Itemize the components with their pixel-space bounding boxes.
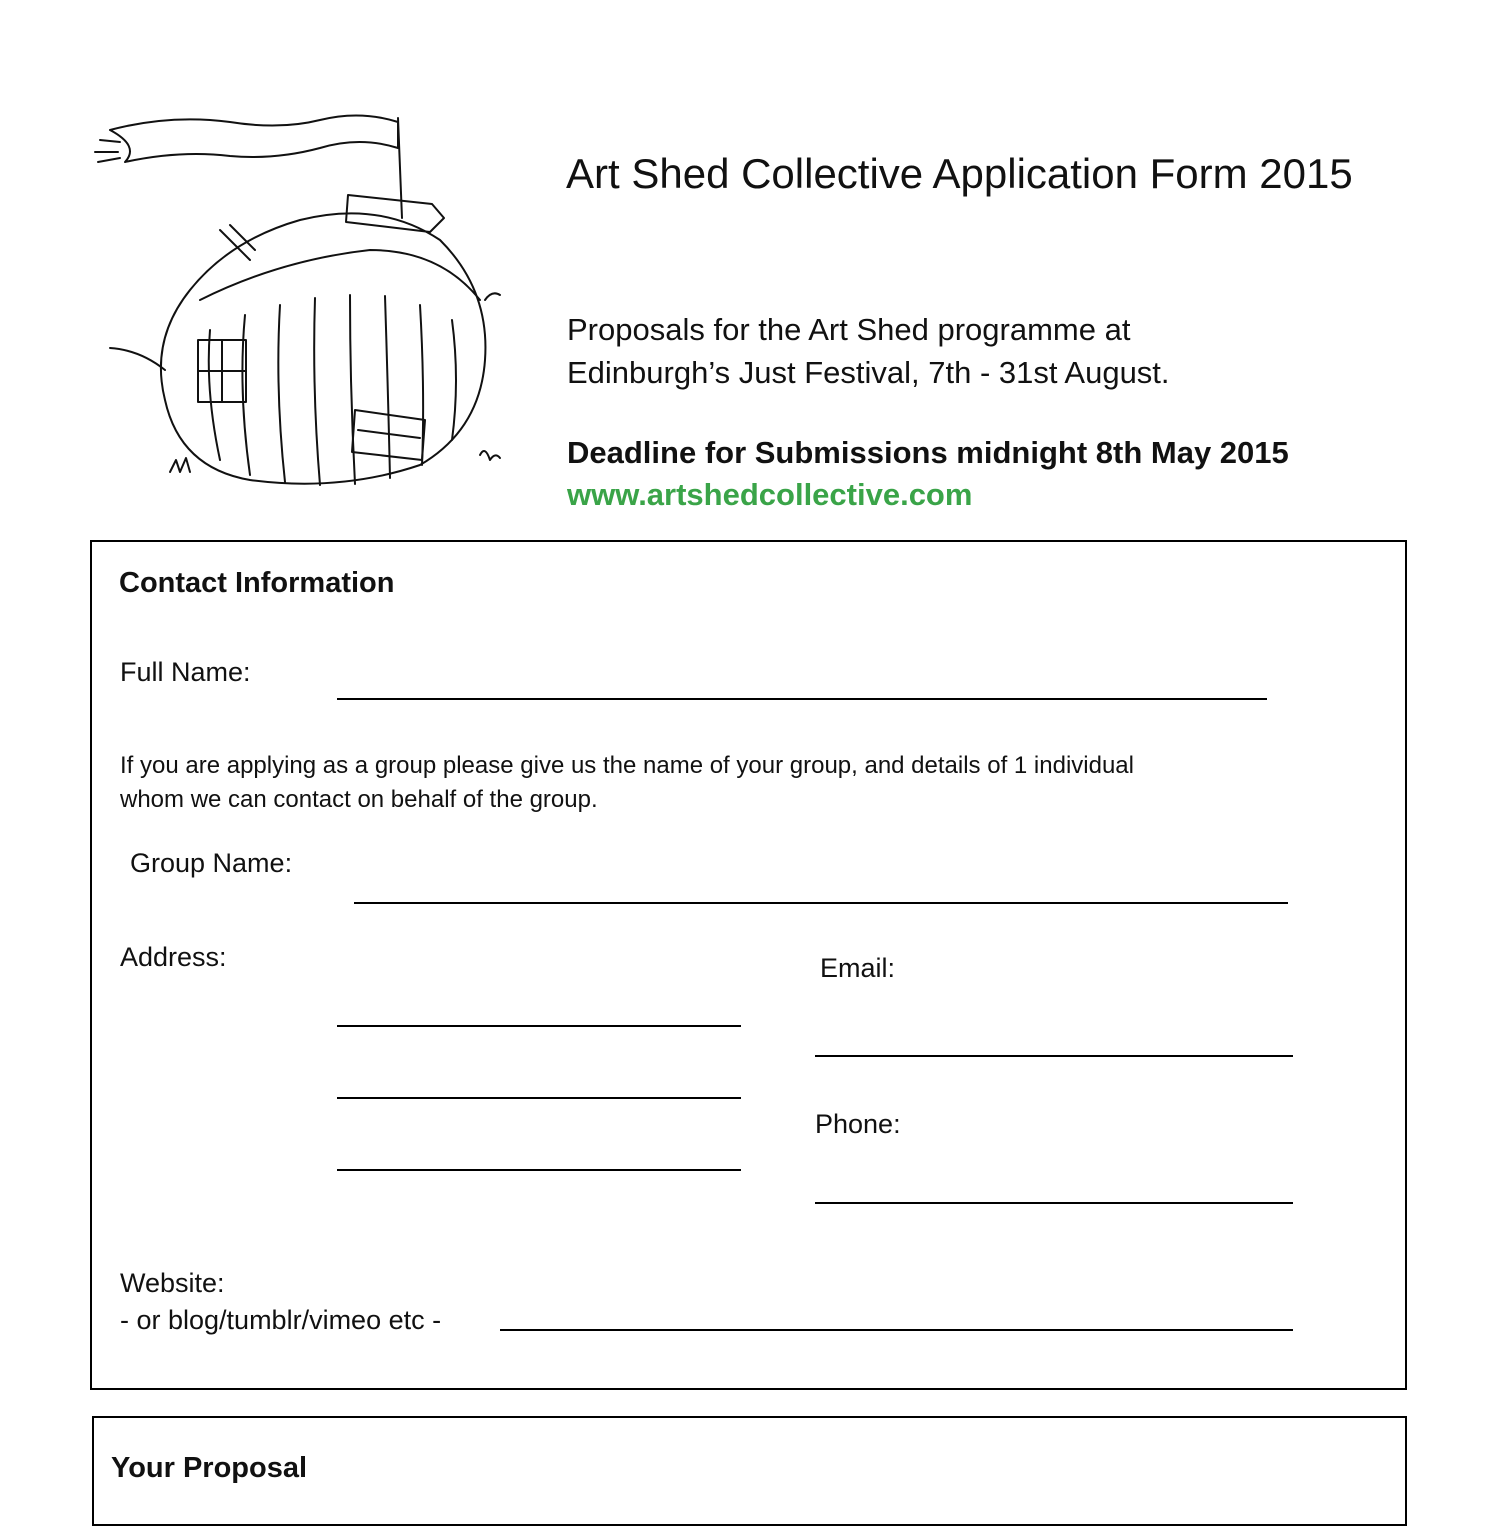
contact-heading: Contact Information (119, 567, 395, 599)
intro-line-1: Proposals for the Art Shed programme at (567, 312, 1131, 347)
intro-line-2: Edinburgh’s Just Festival, 7th - 31st August. (567, 355, 1170, 390)
website-label: Website: (120, 1268, 225, 1298)
website-field[interactable] (500, 1329, 1293, 1331)
phone-label: Phone: (815, 1109, 901, 1139)
group-note-line-1: If you are applying as a group please give us the name of your group, and details of 1 individual (120, 752, 1134, 779)
full-name-field[interactable] (337, 698, 1267, 700)
email-field[interactable] (815, 1055, 1293, 1057)
contact-information-section (90, 540, 1407, 1390)
page-title: Art Shed Collective Application Form 2015 (566, 150, 1353, 197)
group-note-line-2: whom we can contact on behalf of the group. (120, 786, 598, 813)
intro-text (567, 308, 1170, 394)
proposal-section (92, 1416, 1407, 1526)
website-sublabel: - or blog/tumblr/vimeo etc - (120, 1305, 442, 1335)
group-name-label: Group Name: (130, 848, 293, 878)
group-name-field[interactable] (354, 902, 1288, 904)
address-field-line-2[interactable] (337, 1097, 741, 1099)
full-name-label: Full Name: (120, 657, 251, 687)
email-label: Email: (820, 953, 896, 983)
art-shed-logo-drawing (80, 100, 520, 495)
address-field-line-3[interactable] (337, 1169, 741, 1171)
website-link[interactable]: www.artshedcollective.com (567, 477, 973, 512)
phone-field[interactable] (815, 1202, 1293, 1204)
group-note (120, 749, 1134, 817)
deadline-text: Deadline for Submissions midnight 8th May 2015 (567, 435, 1289, 470)
address-label: Address: (120, 942, 227, 972)
address-field-line-1[interactable] (337, 1025, 741, 1027)
proposal-heading: Your Proposal (111, 1452, 308, 1484)
